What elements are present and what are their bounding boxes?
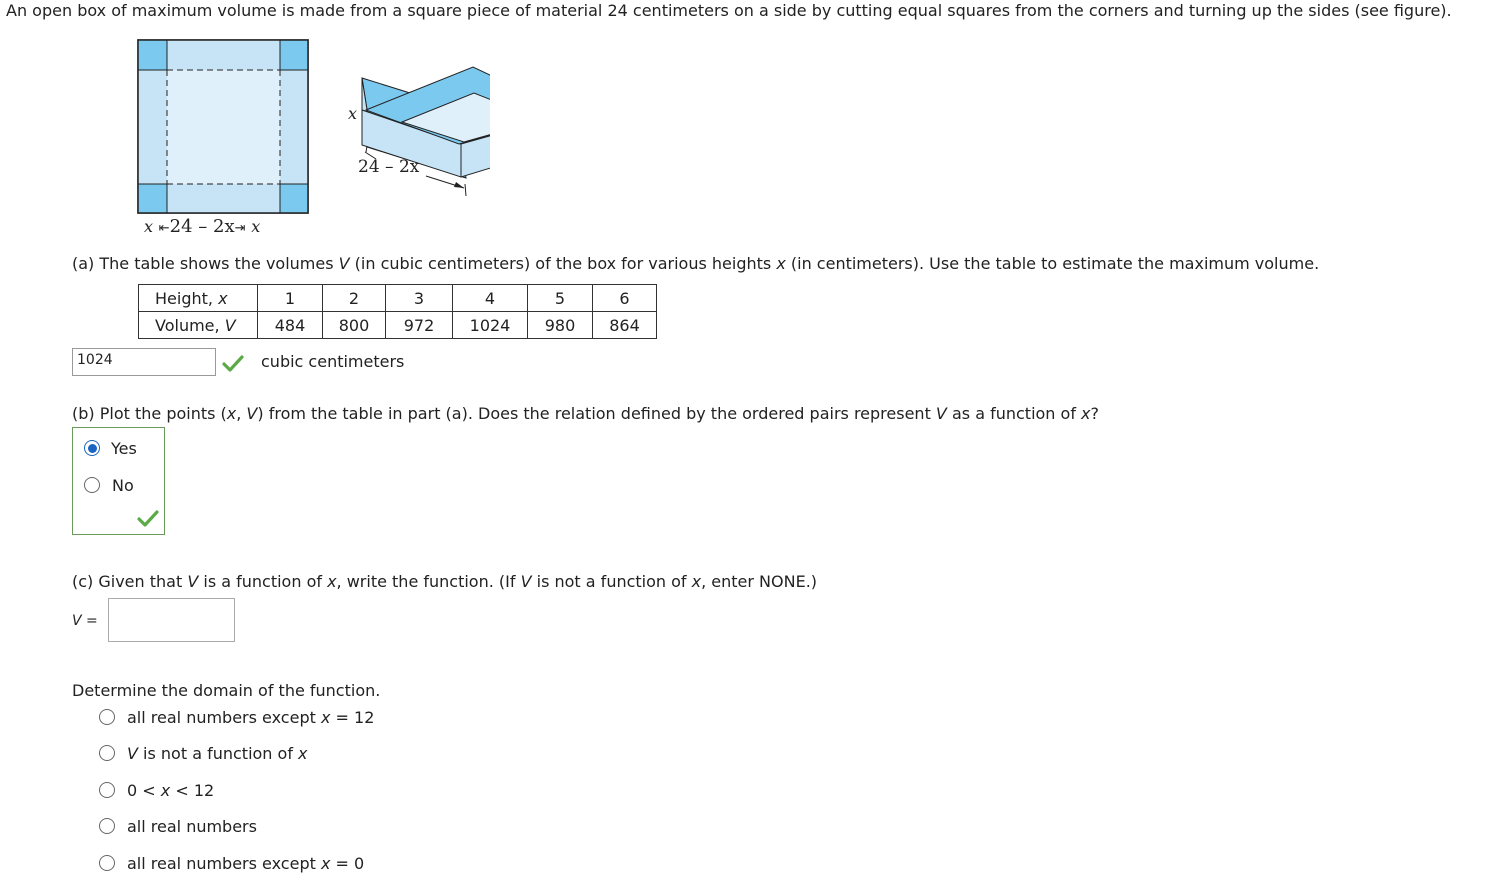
domain-option-5-label[interactable]: all real numbers except x = 0 — [127, 854, 365, 873]
v-equals-label: V = — [72, 613, 98, 629]
row-header-height: Height, x — [139, 285, 258, 312]
table-row-height — [139, 285, 657, 312]
table-cell: 980 — [528, 312, 593, 339]
sheet-flap-bottom — [167, 184, 280, 213]
radio-domain-except-0[interactable] — [99, 855, 115, 871]
table-cell: 5 — [528, 285, 593, 312]
part-c-prompt: (c) Given that V is a function of x, write the function. (If V is not a function of x, enter NONE.) — [72, 572, 818, 591]
radio-domain-not-function[interactable] — [99, 745, 115, 761]
radio-domain-0-to-12[interactable] — [99, 782, 115, 798]
corner-square-bl — [138, 184, 167, 213]
max-volume-input[interactable]: 1024 — [72, 348, 216, 376]
sheet-flap-right — [280, 70, 308, 184]
problem-intro: An open box of maximum volume is made from a square piece of material 24 centimeters on a side by cutting equal squares from the corners and turning up the sides (see figure). — [6, 1, 1452, 20]
function-input[interactable] — [108, 598, 235, 642]
table-row-volume — [139, 312, 657, 339]
corner-square-br — [280, 184, 308, 213]
arrow-right-icon: ⇥ — [234, 221, 246, 236]
table-cell: 6 — [593, 285, 657, 312]
corner-square-tl — [138, 40, 167, 70]
table-cell: 4 — [453, 285, 528, 312]
check-icon — [222, 354, 244, 372]
corner-square-tr — [280, 40, 308, 70]
box-width-label: 24 – 2x — [358, 157, 420, 177]
table-cell: 1 — [258, 285, 323, 312]
option-no-label[interactable]: No — [112, 476, 134, 495]
radio-domain-all-real[interactable] — [99, 818, 115, 834]
sheet-bottom-dimensions — [144, 216, 260, 237]
table-cell: 484 — [258, 312, 323, 339]
left-x-label: x — [144, 217, 154, 236]
check-icon — [137, 509, 159, 527]
table-cell: 972 — [386, 312, 453, 339]
table-cell: 1024 — [453, 312, 528, 339]
table-cell: 864 — [593, 312, 657, 339]
option-yes-label[interactable]: Yes — [111, 439, 137, 458]
box-figure — [130, 36, 490, 246]
radio-no[interactable] — [84, 477, 100, 493]
sheet-flap-left — [138, 70, 167, 184]
bottom-width-label: 24 – 2x — [169, 216, 235, 237]
sheet-flap-top — [167, 40, 280, 70]
domain-option-3-label[interactable]: 0 < x < 12 — [127, 781, 215, 800]
units-label: cubic centimeters — [261, 352, 405, 371]
radio-domain-except-12[interactable] — [99, 709, 115, 725]
domain-option-1-label[interactable]: all real numbers except x = 12 — [127, 708, 375, 727]
domain-option-4-label[interactable]: all real numbers — [127, 817, 257, 836]
box-height-label: x — [348, 104, 358, 123]
row-header-volume: Volume, V — [139, 312, 258, 339]
arrow-left-icon: ⇤ — [158, 221, 170, 236]
domain-option-2-label[interactable]: V is not a function of x — [127, 744, 308, 763]
table-cell: 2 — [323, 285, 386, 312]
radio-yes[interactable] — [84, 440, 100, 456]
part-b-prompt: (b) Plot the points (x, V) from the table in part (a). Does the relation defined by the ordered pairs represent V as a function of x? — [72, 404, 1099, 423]
table-cell: 800 — [323, 312, 386, 339]
part-a-prompt: (a) The table shows the volumes V (in cubic centimeters) of the box for various heights x (in centimeters). Use the table to estimate the maximum volume. — [72, 254, 1320, 273]
right-x-label: x — [251, 217, 261, 236]
table-cell: 3 — [386, 285, 453, 312]
domain-prompt: Determine the domain of the function. — [72, 681, 381, 700]
volume-table — [138, 284, 657, 339]
